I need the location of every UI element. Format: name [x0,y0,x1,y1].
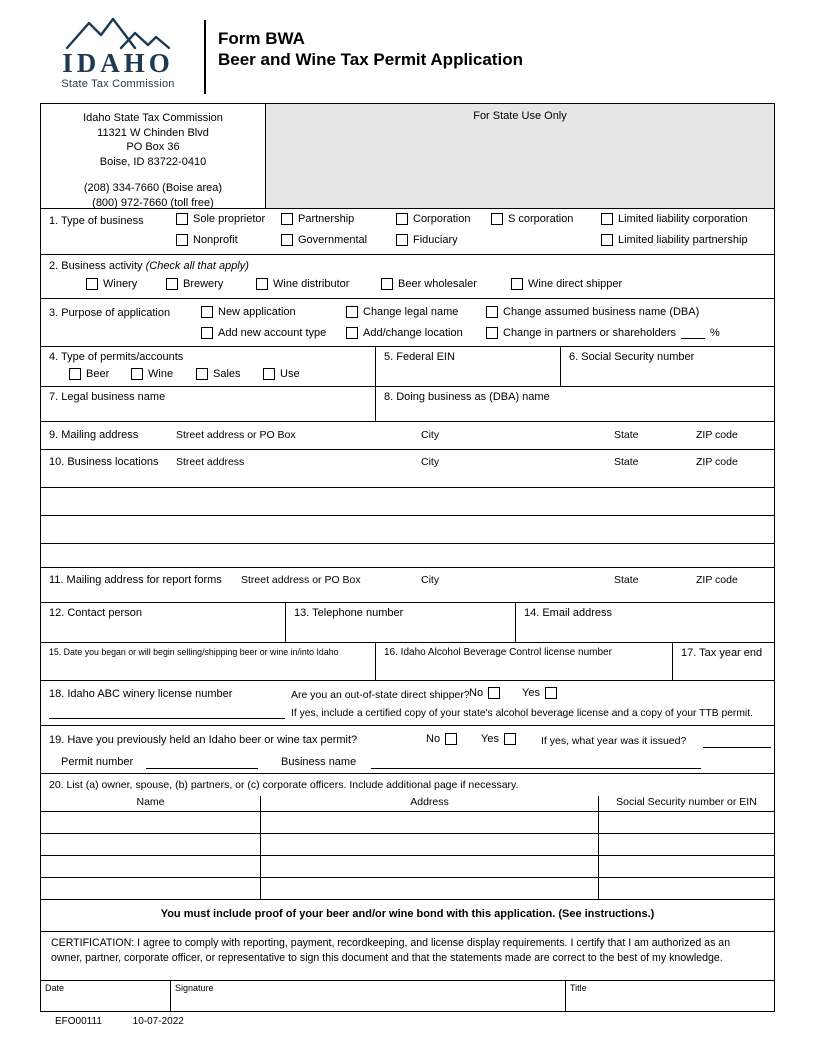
percent-sign: % [710,327,720,339]
checkbox-direct-shipper-no[interactable] [488,687,500,699]
section-type-of-business [41,208,774,254]
section14-label: 14. Email address [524,607,613,619]
checkbox-direct-shipper-yes[interactable] [545,687,557,699]
revision-date: 10-07-2022 [132,1016,184,1027]
section3-label: 3. Purpose of application [49,307,171,319]
option-nonprofit: Nonprofit [176,234,238,246]
option-fiduciary: Fiduciary [396,234,458,246]
section9-city-header: City [421,429,440,441]
contact-person-field[interactable] [41,603,286,642]
agency-phone-tollfree: (800) 972-7660 (toll free) [92,196,214,209]
section16-label: 16. Idaho Alcohol Beverage Control license number [384,647,612,658]
checkbox-governmental[interactable] [281,234,293,246]
owners-col-name-header: Name [41,796,261,812]
checkbox-add-change-location[interactable] [346,327,358,339]
option-sole-proprietor: Sole proprietor [176,213,265,225]
section-business-locations[interactable] [41,449,774,567]
owner-ssn-cell[interactable] [599,834,774,856]
year-issued-write-line[interactable] [703,747,771,748]
section9-street-header: Street address or PO Box [176,429,296,441]
section-mailing-address[interactable] [41,421,774,449]
logo-subtitle: State Tax Commission [61,78,175,90]
checkbox-wine-direct-shipper[interactable] [511,278,523,290]
section-contact-info [41,602,774,642]
direct-shipper-note: If yes, include a certified copy of your state's alcohol beverage license and a copy of your TTB permit. [291,708,753,719]
option-governmental: Governmental [281,234,367,246]
business-name-label: Business name [281,756,357,768]
option-s-corporation: S corporation [491,213,573,225]
checkbox-winery[interactable] [86,278,98,290]
agency-state-use-row [41,104,774,208]
option-previous-permit-no: No [426,733,457,745]
certification-section [41,931,774,980]
email-address-field[interactable] [516,603,774,642]
option-change-legal-name: Change legal name [346,306,458,318]
section-dates-license [41,642,774,680]
dba-name-field[interactable] [376,387,774,421]
business-location-write-line[interactable] [41,487,774,488]
checkbox-fiduciary[interactable] [396,234,408,246]
section11-label: 11. Mailing address for report forms [49,574,222,586]
option-beer-wholesaler: Beer wholesaler [381,278,477,290]
option-wine-permit: Wine [131,368,173,380]
state-use-only-label: For State Use Only [473,110,567,122]
section10-street-header: Street address [176,456,245,468]
option-winery: Winery [86,278,137,290]
agency-address-block [41,104,266,208]
form-body [40,103,775,1012]
legal-business-name-field[interactable] [41,387,376,421]
checkbox-wine-distributor[interactable] [256,278,268,290]
ssn-field[interactable] [561,347,774,386]
state-use-only-box [266,104,774,208]
owner-name-cell[interactable] [41,856,261,878]
agency-phone-boise: (208) 334-7660 (Boise area) [83,182,223,194]
telephone-number-field[interactable] [286,603,516,642]
section18-label: 18. Idaho ABC winery license number [49,688,233,700]
title-label: Title [570,983,587,993]
section-permits-ein-ssn [41,346,774,386]
option-wine-distributor: Wine distributor [256,278,349,290]
section10-city-header: City [421,456,440,468]
checkbox-previous-permit-yes[interactable] [504,733,516,745]
checkbox-llp[interactable] [601,234,613,246]
title-field[interactable] [566,981,774,1011]
owner-address-cell[interactable] [261,878,599,900]
option-new-application: New application [201,306,296,318]
section12-label: 12. Contact person [49,607,142,619]
section11-city-header: City [421,574,440,586]
form-title: Beer and Wine Tax Permit Application [218,50,523,69]
section6-label: 6. Social Security number [569,351,695,363]
agency-street: 11321 W Chinden Blvd [97,126,209,139]
checkbox-use-permit[interactable] [263,368,275,380]
checkbox-nonprofit[interactable] [176,234,188,246]
percent-write-line[interactable] [681,328,705,339]
section20-label: 20. List (a) owner, spouse, (b) partners, or (c) corporate officers. Include additional page if necessary. [49,779,519,791]
business-name-write-line[interactable] [371,768,701,769]
checkbox-beer-permit[interactable] [69,368,81,380]
certification-text: CERTIFICATION: I agree to comply with reporting, payment, recordkeeping, and license display requirements. I certify that I am authorized as an owner, partner, corporate officer, or representative to sign this document and that the statements made are correct to the best of my knowledge. [51,937,731,964]
checkbox-sales-permit[interactable] [196,368,208,380]
tax-year-end-field[interactable] [673,643,774,680]
checkbox-change-legal-name[interactable] [346,306,358,318]
header-divider [204,20,206,94]
signature-field[interactable] [171,981,566,1011]
winery-license-write-line[interactable] [49,718,285,719]
section2-label: 2. Business activity (Check all that apply) [49,260,249,272]
option-llc: Limited liability corporation [601,213,748,225]
section-owners-list [41,773,774,931]
option-add-change-location: Add/change location [346,327,463,339]
date-began-selling-field[interactable] [41,643,376,680]
date-signed-field[interactable] [41,981,171,1011]
option-direct-shipper-no: No [469,687,500,699]
checkbox-sole-proprietor[interactable] [176,213,188,225]
abc-license-number-field[interactable] [376,643,673,680]
section8-label: 8. Doing business as (DBA) name [384,391,550,403]
section1-label: 1. Type of business [49,215,144,227]
section11-street-header: Street address or PO Box [241,574,361,586]
option-change-partners: Change in partners or shareholders % [486,327,720,339]
checkbox-brewery[interactable] [166,278,178,290]
option-sales-permit: Sales [196,368,241,380]
federal-ein-field[interactable] [376,347,561,386]
option-brewery: Brewery [166,278,223,290]
section5-label: 5. Federal EIN [384,351,455,363]
option-use-permit: Use [263,368,300,380]
section9-zip-header: ZIP code [696,429,738,441]
section19-question: 19. Have you previously held an Idaho beer or wine tax permit? [49,734,358,746]
option-llp: Limited liability partnership [601,234,748,246]
section9-label: 9. Mailing address [49,429,139,441]
option-wine-direct-shipper: Wine direct shipper [511,278,622,290]
owner-ssn-cell[interactable] [599,812,774,834]
option-add-account-type: Add new account type [201,327,326,339]
date-label: Date [45,983,65,993]
permit-number-write-line[interactable] [146,768,258,769]
option-direct-shipper-yes: Yes [522,687,557,699]
owner-address-cell[interactable] [261,834,599,856]
option-corporation: Corporation [396,213,470,225]
section15-label: 15. Date you began or will begin selling/shipping beer or wine in/into Idaho [49,647,339,657]
owners-col-ssn-header: Social Security number or EIN [599,796,774,812]
checkbox-llc[interactable] [601,213,613,225]
out-of-state-question: Are you an out-of-state direct shipper? [291,689,470,701]
checkbox-new-application[interactable] [201,306,213,318]
agency-logo [40,16,196,90]
owner-name-cell[interactable] [41,878,261,900]
business-location-write-line[interactable] [41,543,774,544]
section10-label: 10. Business locations [49,456,159,468]
owner-name-cell[interactable] [41,812,261,834]
option-previous-permit-yes: Yes [481,733,516,745]
owner-ssn-cell[interactable] [599,878,774,900]
permit-number-label: Permit number [61,756,134,768]
option-partnership: Partnership [281,213,354,225]
form-header [40,16,776,100]
signature-label: Signature [175,983,214,993]
logo-wordmark: IDAHO [62,48,174,78]
section7-label: 7. Legal business name [49,391,166,403]
checkbox-add-account-type[interactable] [201,327,213,339]
agency-pobox: PO Box 36 [126,141,180,153]
checkbox-beer-wholesaler[interactable] [381,278,393,290]
owner-address-cell[interactable] [261,812,599,834]
section-purpose-of-application [41,298,774,346]
checkbox-partnership[interactable] [281,213,293,225]
owners-col-address-header: Address [261,796,599,812]
form-id: EFO00111 [55,1016,102,1027]
option-beer-permit: Beer [69,368,109,380]
section-report-forms-address[interactable] [41,567,774,602]
owner-name-cell[interactable] [41,834,261,856]
section11-zip-header: ZIP code [696,574,738,586]
section10-state-header: State [614,456,639,468]
form-footer [55,1016,212,1027]
form-number: Form BWA [218,29,305,48]
owner-ssn-cell[interactable] [599,856,774,878]
section-winery-license [41,680,774,725]
section-business-names [41,386,774,421]
mountains-icon [63,16,173,50]
checkbox-change-partners[interactable] [486,327,498,339]
owners-table [41,796,774,900]
checkbox-corporation[interactable] [396,213,408,225]
owner-address-cell[interactable] [261,856,599,878]
checkbox-wine-permit[interactable] [131,368,143,380]
business-location-write-line[interactable] [41,515,774,516]
year-issued-question: If yes, what year was it issued? [541,735,687,747]
section9-state-header: State [614,429,639,441]
signature-row [41,980,774,1011]
section-previous-permit [41,725,774,773]
section2-hint: (Check all that apply) [145,260,249,272]
title-block [218,16,523,70]
section10-zip-header: ZIP code [696,456,738,468]
section11-state-header: State [614,574,639,586]
section17-label: 17. Tax year end [681,647,763,659]
agency-city: Boise, ID 83722-0410 [99,155,207,168]
permits-accounts-field[interactable] [41,347,376,386]
checkbox-previous-permit-no[interactable] [445,733,457,745]
agency-name: Idaho State Tax Commission [83,112,223,124]
section13-label: 13. Telephone number [294,607,404,619]
section-business-activity [41,254,774,298]
bond-notice: You must include proof of your beer and/or wine bond with this application. (See instructions.) [160,908,655,920]
option-change-dba-name: Change assumed business name (DBA) [486,306,699,318]
checkbox-s-corporation[interactable] [491,213,503,225]
checkbox-change-dba-name[interactable] [486,306,498,318]
section4-label: 4. Type of permits/accounts [49,351,184,363]
